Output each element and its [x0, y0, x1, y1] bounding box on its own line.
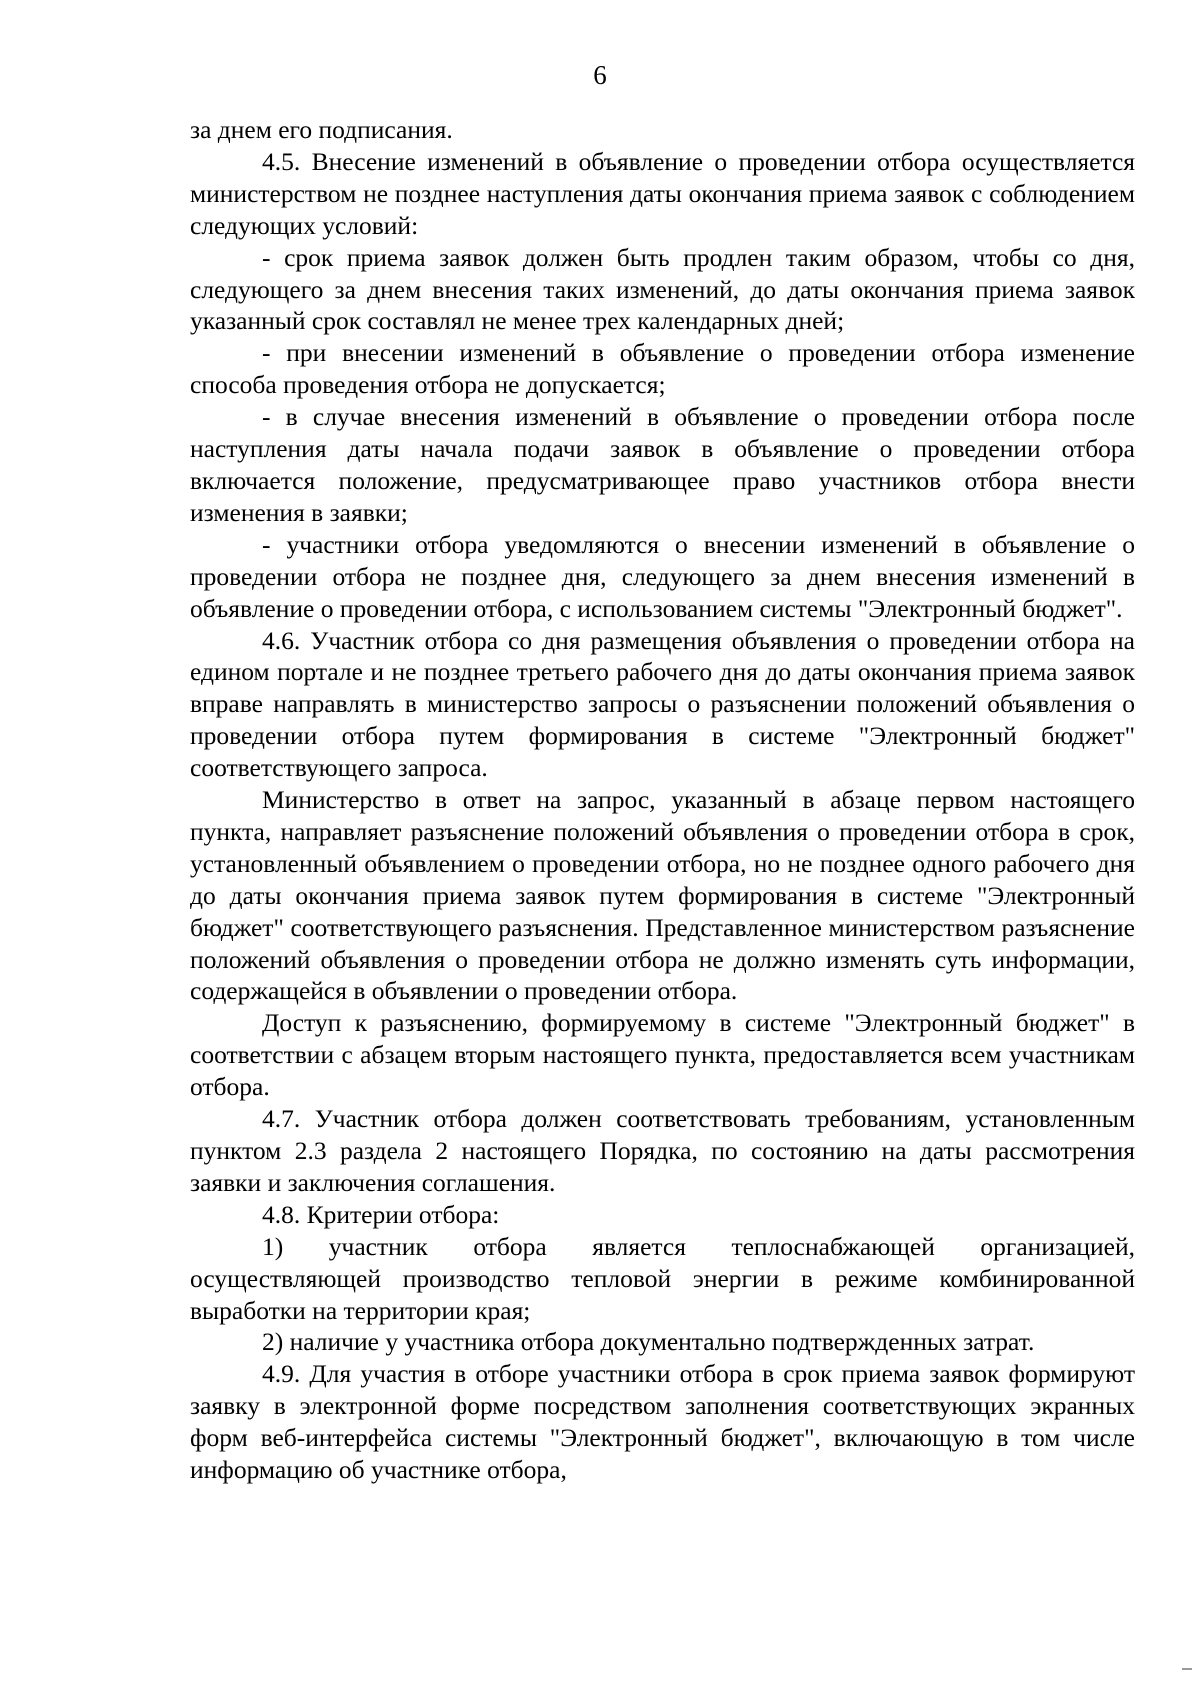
list-item-after-start: - в случае внесения изменений в объявление о проведении отбора после наступления даты начала подачи заявок в объявление о проведении отбора включается положение, предусматривающее право участников отбора внести изменения в заявки; — [190, 402, 1135, 527]
paragraph-4-7: 4.7. Участник отбора должен соответствовать требованиям, установленным пунктом 2.3 раздела 2 настоящего Порядка, по состоянию на даты рассмотрения заявки и заключения соглашения. — [190, 1104, 1135, 1197]
page-number: 6 — [593, 60, 607, 90]
list-item-term-extension: - срок приема заявок должен быть продлен таким образом, чтобы со дня, следующего за днем внесения таких изменений, до даты окончания приема заявок указанный срок составлял не менее трех календарных дней; — [190, 242, 1135, 336]
list-item-method-change: - при внесении изменений в объявление о проведении отбора изменение способа проведения отбора не допускается; — [190, 338, 1135, 400]
criterion-2: 2) наличие у участника отбора документально подтвержденных затрат. — [262, 1327, 1035, 1357]
paragraph-4-5: 4.5. Внесение изменений в объявление о проведении отбора осуществляется министерством не позднее наступления даты окончания приема заявок с соблюдением следующих условий: — [190, 146, 1135, 240]
paragraph-continuation: за днем его подписания. — [190, 115, 453, 144]
scan-artifact — [1182, 1668, 1192, 1670]
list-item-notification: - участники отбора уведомляются о внесении изменений в объявление о проведении отбора не позднее дня, следующего за днем внесения изменений в объявление о проведении отбора, с использованием системы "Электронный бюджет". — [190, 529, 1135, 623]
paragraph-ministry-response: Министерство в ответ на запрос, указанный в абзаце первом настоящего пункта, направляет разъяснение положений объявления о проведении отбора в срок, установленный объявлением о проведении отбора, но не позднее одного рабочего дня до даты окончания приема заявок путем формирования в системе "Электронный бюджет" соответствующего разъяснения. Представленное министерством разъяснение положений объявления о проведении отбора не должно изменять суть информации, содержащейся в объявлении о проведении отбора. — [190, 785, 1135, 1006]
paragraph-4-8: 4.8. Критерии отбора: — [262, 1199, 500, 1229]
document-body — [190, 114, 1135, 1486]
paragraph-access: Доступ к разъяснению, формируемому в системе "Электронный бюджет" в соответствии с абзацем вторым настоящего пункта, предоставляется всем участникам отбора. — [190, 1008, 1135, 1102]
criterion-1: 1) участник отбора является теплоснабжающей организацией, осуществляющей производство тепловой энергии в режиме комбинированной выработки на территории края; — [190, 1231, 1135, 1325]
paragraph-4-9: 4.9. Для участия в отборе участники отбора в срок приема заявок формируют заявку в электронной форме посредством заполнения соответствующих экранных форм веб-интерфейса системы "Электронный бюджет", включающую в том числе информацию об участнике отбора, — [190, 1359, 1135, 1485]
paragraph-4-6: 4.6. Участник отбора со дня размещения объявления о проведении отбора на едином портале и не позднее третьего рабочего дня до даты окончания приема заявок вправе направлять в министерство запросы о разъяснении положений объявления о проведении отбора путем формирования в системе "Электронный бюджет" соответствующего запроса. — [190, 625, 1135, 783]
